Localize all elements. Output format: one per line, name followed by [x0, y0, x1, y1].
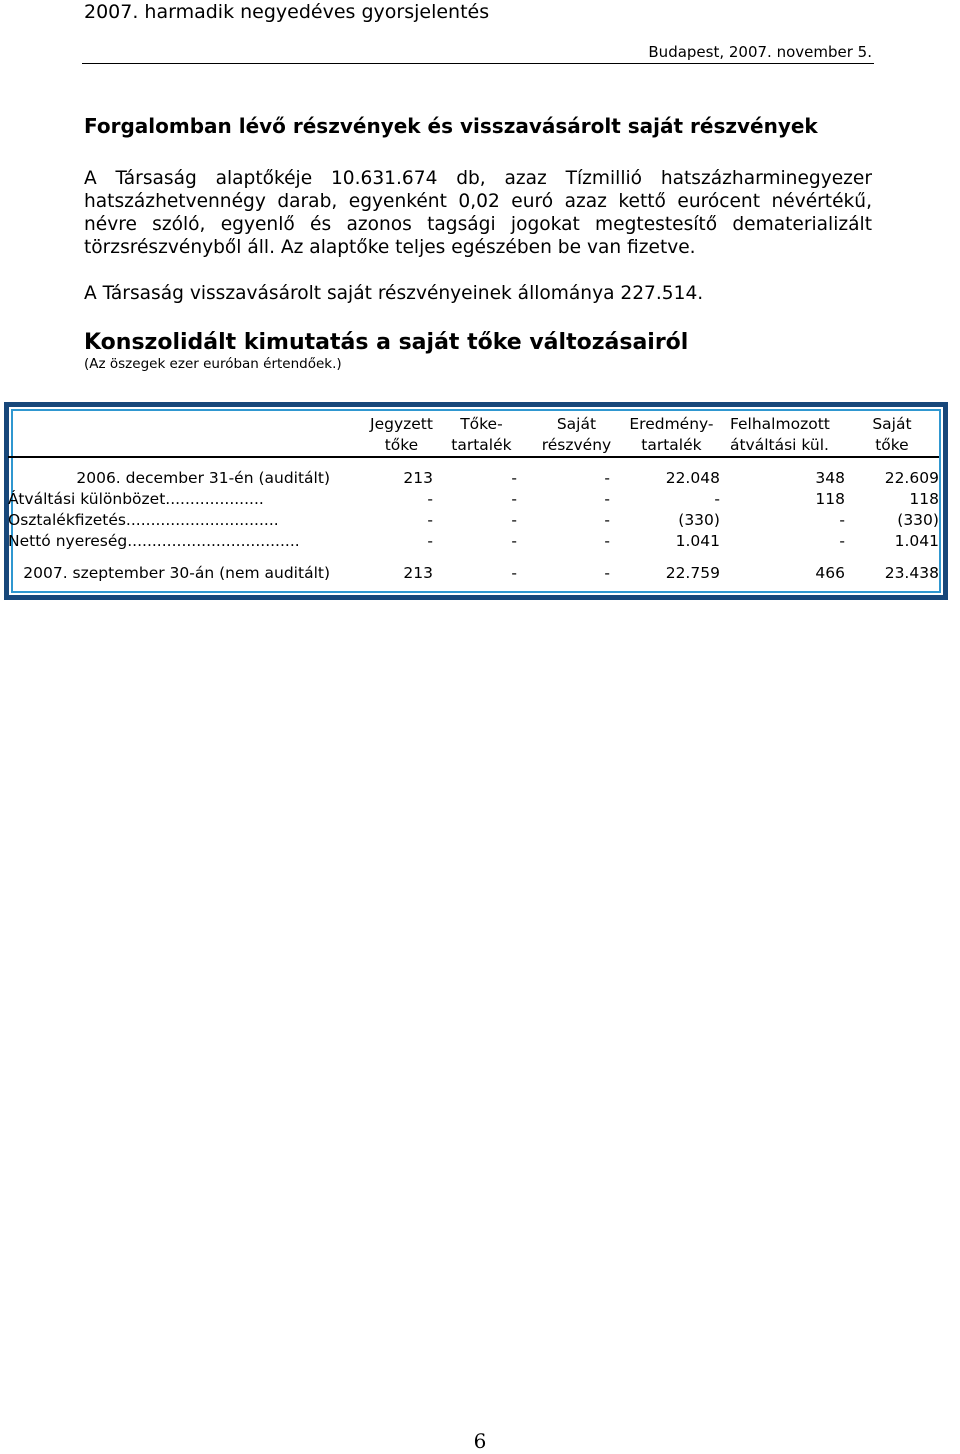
paragraph-line: hatszázhetvennégy darab, egyenként 0,02 euró azaz kettő eurócent névértékű,: [84, 191, 872, 212]
equity-changes-table: [8, 410, 939, 584]
table-header-row: [8, 410, 939, 457]
table-row: [8, 489, 939, 510]
table-cell: -: [427, 532, 433, 550]
table-cell: (330): [897, 511, 939, 529]
table-cell: 348: [815, 469, 845, 487]
treasury-shares-text: A Társaság visszavásárolt saját részvényeinek állománya 227.514.: [84, 283, 704, 304]
table-cell: 1.041: [675, 532, 720, 550]
paragraph-line: A Társaság alaptőkéje 10.631.674 db, azaz Tízmillió hatszázharminegyezer: [84, 168, 872, 189]
row-label: 2006. december 31-én (auditált): [76, 469, 330, 487]
table-cell: 213: [403, 469, 433, 487]
table-row: [8, 510, 939, 531]
table-cell: -: [714, 490, 720, 508]
paragraph-line: törzsrészvényből áll. Az alaptőke teljes egészében be van fizetve.: [84, 237, 696, 258]
table-cell: -: [604, 532, 610, 550]
table-cell: -: [604, 564, 610, 582]
row-label: 2007. szeptember 30-án (nem auditált): [23, 564, 330, 582]
table-cell: -: [511, 469, 517, 487]
row-label: Átváltási különbözet....................: [8, 490, 264, 508]
table-cell: 118: [909, 490, 939, 508]
table-cell: -: [604, 490, 610, 508]
table-cell: -: [604, 511, 610, 529]
row-label: Nettó nyereség...................................: [8, 532, 300, 550]
table-cell: 213: [403, 564, 433, 582]
table-cell: -: [604, 469, 610, 487]
row-label: Osztalékfizetés...............................: [8, 511, 279, 529]
page-number: 6: [473, 1429, 487, 1453]
table-cell: 22.048: [665, 469, 720, 487]
column-header: Saját részvény: [530, 410, 623, 457]
table-cell: -: [511, 511, 517, 529]
table-cell: -: [427, 511, 433, 529]
table-cell: -: [511, 564, 517, 582]
shares-section-title: Forgalomban lévő részvények és visszavásárolt saját részvények: [84, 114, 818, 138]
table-cell: 1.041: [894, 532, 939, 550]
table-cell: (330): [678, 511, 720, 529]
table-cell: 466: [815, 564, 845, 582]
report-date: Budapest, 2007. november 5.: [648, 43, 872, 61]
paragraph-line: névre szóló, egyenlő és azonos tagsági jogokat megtestesítő dematerializált: [84, 214, 872, 235]
equity-statement-title: Konszolidált kimutatás a saját tőke változásairól: [84, 330, 689, 355]
table-cell: 22.759: [665, 564, 720, 582]
table-cell: -: [839, 511, 845, 529]
table-cell: -: [839, 532, 845, 550]
table-cell: 23.438: [884, 564, 939, 582]
share-capital-paragraph: [84, 167, 872, 259]
column-header: Jegyzett tőke: [340, 410, 433, 457]
column-header: Felhalmozott átváltási kül.: [720, 410, 845, 457]
report-header-title: 2007. harmadik negyedéves gyorsjelentés: [84, 1, 490, 23]
column-header: Saját tőke: [845, 410, 939, 457]
table-cell: -: [511, 490, 517, 508]
table-cell: 118: [815, 490, 845, 508]
header-empty-cell: [8, 410, 340, 457]
table-row: [8, 563, 939, 584]
table-cell: -: [511, 532, 517, 550]
amounts-note: (Az öszegek ezer euróban értendőek.): [84, 356, 342, 372]
column-header: Tőke- tartalék: [433, 410, 530, 457]
table-row: [8, 531, 939, 552]
column-header: Eredmény- tartalék: [623, 410, 720, 457]
header-divider: [82, 63, 874, 64]
table-cell: -: [427, 490, 433, 508]
table-cell: 22.609: [884, 469, 939, 487]
table-row: [8, 468, 939, 489]
